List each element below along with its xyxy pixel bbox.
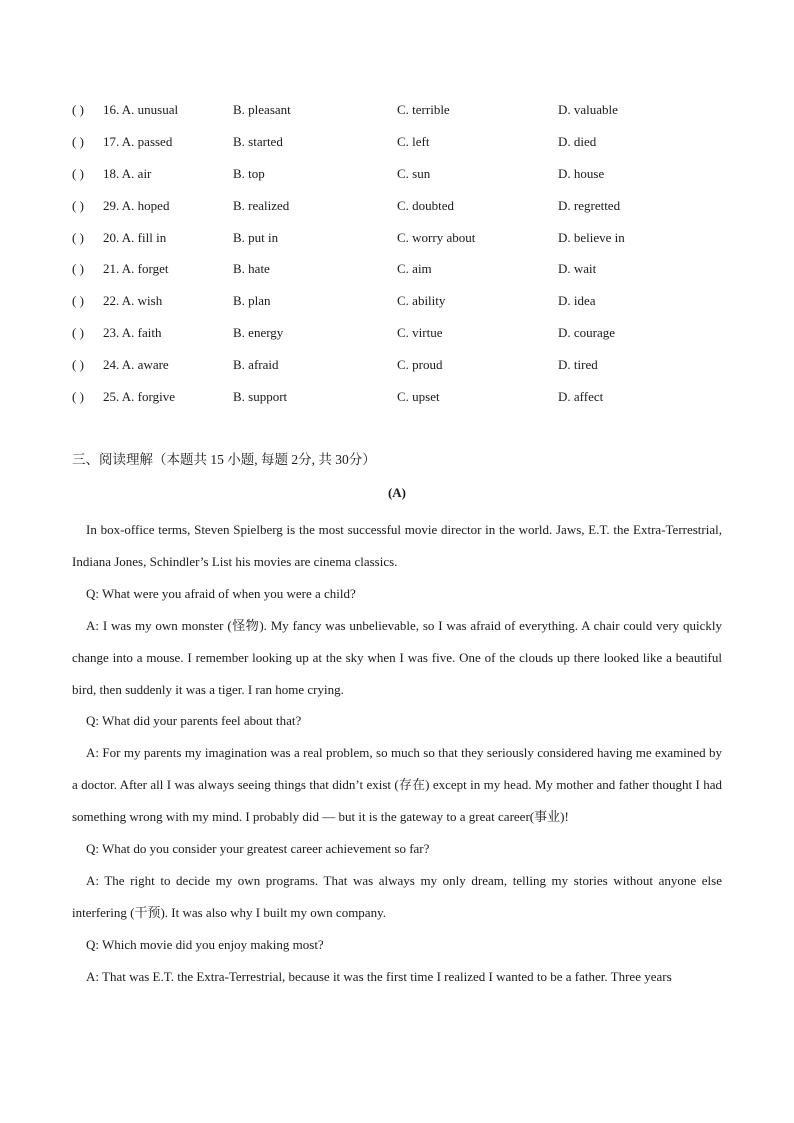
option-d: D. tired bbox=[558, 357, 598, 373]
choice-row bbox=[72, 323, 732, 355]
answer-blank: ( ) bbox=[72, 133, 84, 149]
option-d: D. idea bbox=[558, 293, 596, 309]
choice-row bbox=[72, 100, 732, 132]
choice-row bbox=[72, 355, 732, 387]
passage-paragraph: A: That was E.T. the Extra-Terrestrial, because it was the first time I realized I wanted to be a father. Three years bbox=[86, 968, 672, 984]
passage-paragraph: A: The right to decide my own programs. That was always my only dream, telling my stories without anyone else interfering (干预). It was also why I built my own company. bbox=[72, 872, 722, 920]
question-option-a: 24. A. aware bbox=[103, 357, 169, 373]
option-c: C. sun bbox=[397, 165, 431, 181]
option-b: B. afraid bbox=[233, 357, 279, 373]
option-c: C. left bbox=[397, 133, 430, 149]
option-c: C. ability bbox=[397, 293, 446, 309]
answer-blank: ( ) bbox=[72, 261, 84, 277]
answer-blank: ( ) bbox=[72, 293, 84, 309]
passage-label: (A) bbox=[387, 485, 407, 500]
option-b: B. hate bbox=[233, 261, 270, 277]
option-d: D. affect bbox=[558, 389, 604, 405]
choice-row bbox=[72, 291, 732, 323]
option-b: B. top bbox=[233, 165, 265, 181]
option-c: C. upset bbox=[397, 389, 440, 405]
passage-paragraph: In box-office terms, Steven Spielberg is the most successful movie director in the world. Jaws, E.T. the Extra-Terrestrial, Indiana Jones, Schindler’s List his movies are cinema classics. bbox=[72, 522, 722, 569]
option-c: C. proud bbox=[397, 357, 443, 373]
passage-paragraph: A: For my parents my imagination was a real problem, so much so that they seriously considered having me examined by a doctor. After all I was always seeing things that didn’t exist (存在) except in my head. My mother and father thought I had something wrong with my mind. I probably did — but it is the gateway to a great career(事业)! bbox=[72, 745, 722, 825]
answer-blank: ( ) bbox=[72, 102, 84, 117]
option-b: B. pleasant bbox=[233, 102, 291, 117]
option-c: C. terrible bbox=[397, 102, 450, 117]
question-option-a: 18. A. air bbox=[103, 165, 152, 181]
option-c: C. worry about bbox=[397, 229, 476, 245]
answer-blank: ( ) bbox=[72, 165, 84, 181]
choice-row bbox=[72, 132, 732, 164]
option-d: D. regretted bbox=[558, 197, 621, 213]
option-d: D. wait bbox=[558, 261, 597, 277]
option-b: B. realized bbox=[233, 197, 290, 213]
option-b: B. energy bbox=[233, 325, 284, 341]
answer-blank: ( ) bbox=[72, 229, 84, 245]
choice-row bbox=[72, 164, 732, 196]
answer-blank: ( ) bbox=[72, 357, 84, 373]
option-c: C. aim bbox=[397, 261, 432, 277]
option-b: B. support bbox=[233, 389, 288, 405]
question-option-a: 17. A. passed bbox=[103, 133, 173, 149]
option-c: C. doubted bbox=[397, 197, 455, 213]
question-option-a: 21. A. forget bbox=[103, 261, 169, 277]
choice-row bbox=[72, 196, 732, 228]
question-option-a: 22. A. wish bbox=[103, 293, 163, 309]
option-d: D. believe in bbox=[558, 229, 625, 245]
option-b: B. plan bbox=[233, 293, 271, 309]
question-option-a: 20. A. fill in bbox=[103, 229, 167, 245]
option-d: D. valuable bbox=[558, 102, 618, 117]
passage-paragraph: Q: What do you consider your greatest career achievement so far? bbox=[86, 841, 430, 857]
choice-row bbox=[72, 259, 732, 291]
answer-blank: ( ) bbox=[72, 197, 84, 213]
option-d: D. house bbox=[558, 165, 605, 181]
answer-blank: ( ) bbox=[72, 389, 84, 405]
question-option-a: 29. A. hoped bbox=[103, 197, 170, 213]
answer-blank: ( ) bbox=[72, 325, 84, 341]
option-d: D. courage bbox=[558, 325, 616, 341]
choice-row bbox=[72, 387, 732, 419]
option-c: C. virtue bbox=[397, 325, 443, 341]
option-b: B. put in bbox=[233, 229, 279, 245]
option-b: B. started bbox=[233, 133, 283, 149]
reading-passage bbox=[72, 514, 722, 993]
passage-paragraph: Q: What were you afraid of when you were a child? bbox=[86, 585, 356, 601]
passage-paragraph: A: I was my own monster (怪物). My fancy was unbelievable, so I was afraid of everything. A chair could very quickly change into a mouse. I remember looking up at the sky when I was five. One of the clouds up there looked like a beautiful bird, then suddenly it was a tiger. I ran home crying. bbox=[72, 617, 722, 697]
section-heading: 三、阅读理解（本题共 15 小题, 每题 2分, 共 30分） bbox=[72, 452, 376, 467]
choice-list bbox=[72, 100, 732, 419]
question-option-a: 23. A. faith bbox=[103, 325, 162, 341]
passage-paragraph: Q: Which movie did you enjoy making most? bbox=[86, 936, 324, 952]
option-d: D. died bbox=[558, 133, 597, 149]
choice-row bbox=[72, 228, 732, 260]
question-option-a: 16. A. unusual bbox=[103, 102, 179, 117]
question-option-a: 25. A. forgive bbox=[103, 389, 175, 405]
passage-paragraph: Q: What did your parents feel about that? bbox=[86, 713, 302, 729]
